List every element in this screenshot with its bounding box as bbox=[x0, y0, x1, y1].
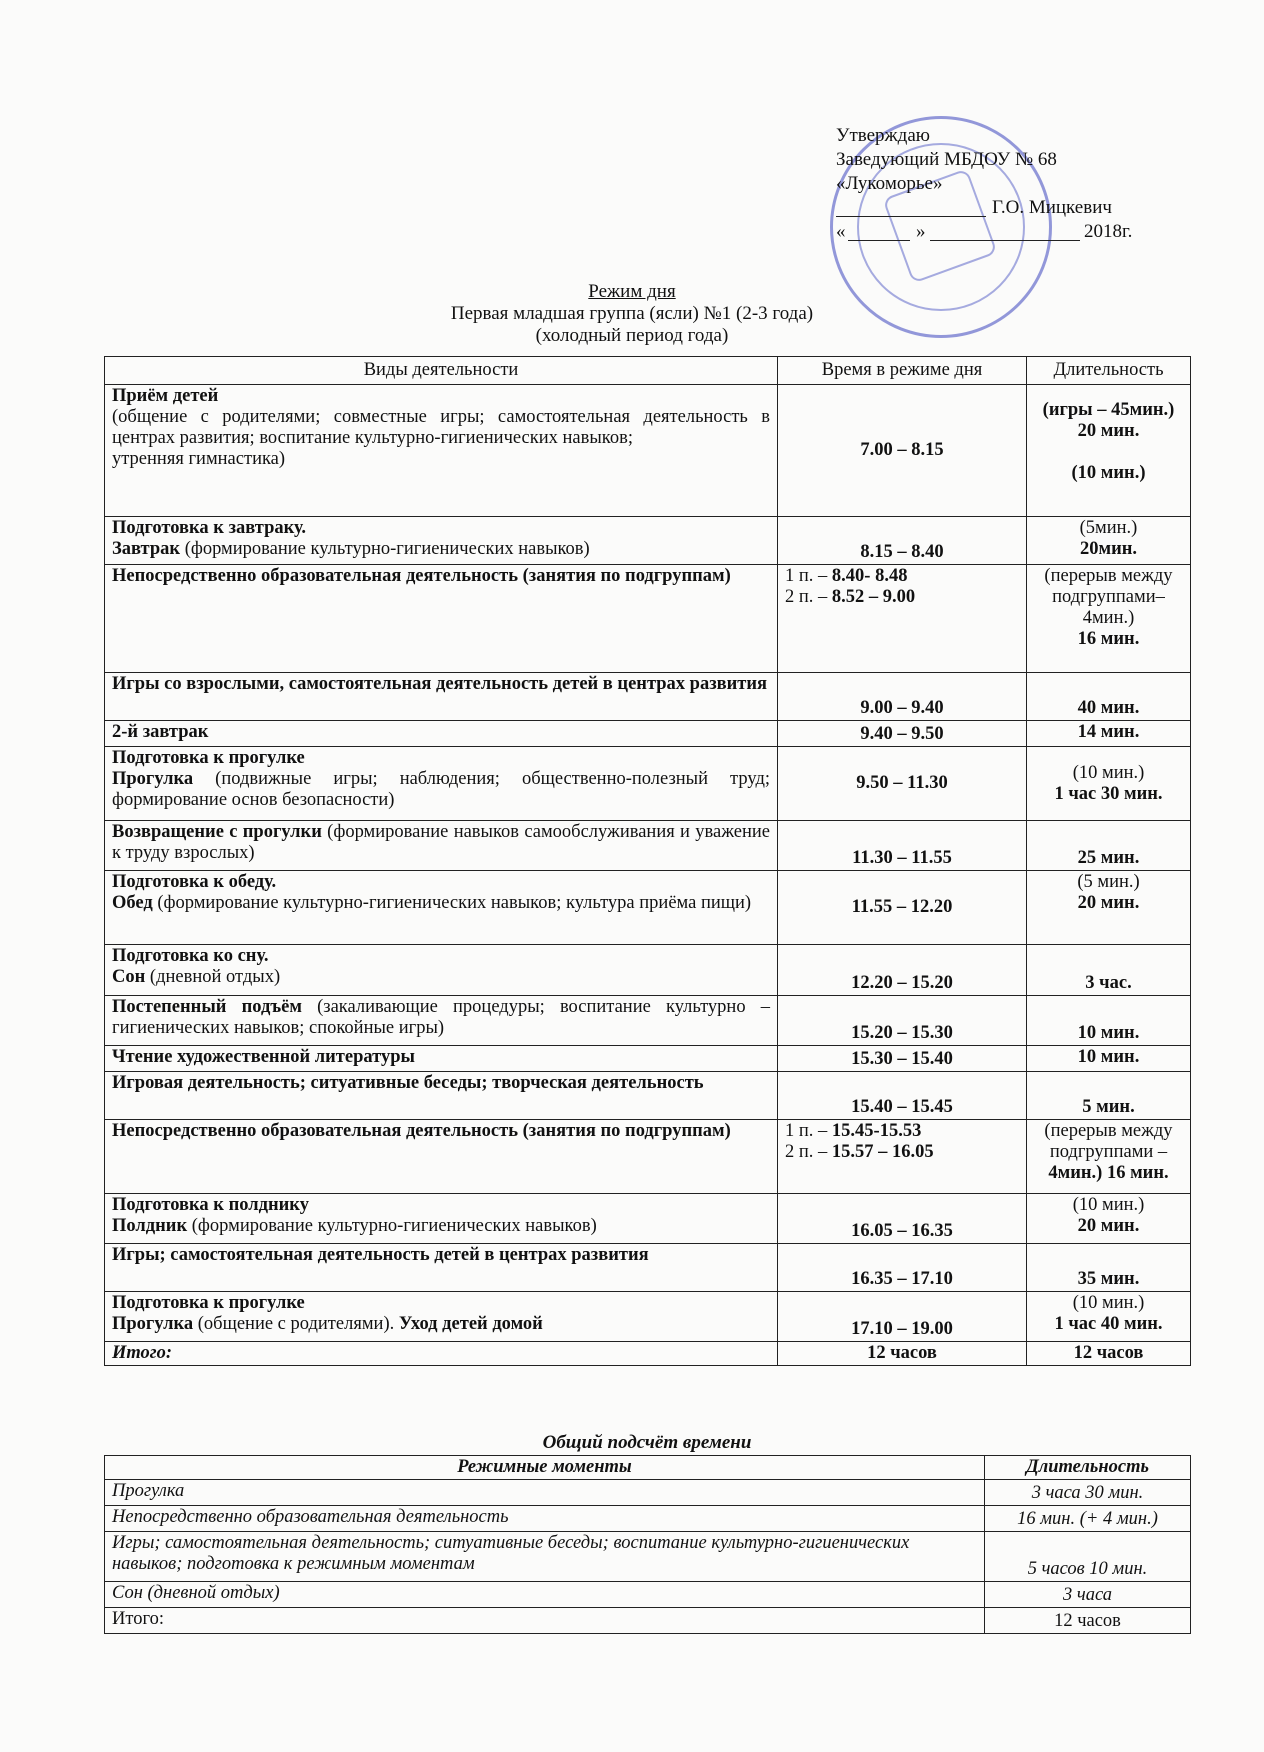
header-activity: Виды деятельности bbox=[105, 357, 778, 385]
table-row: 2-й завтрак 9.40 – 9.50 14 мин. bbox=[105, 721, 1191, 747]
duration-cell: (5 мин.) 20 мин. bbox=[1027, 871, 1191, 945]
date-close-quote: » bbox=[916, 221, 926, 242]
time-cell: 8.15 – 8.40 bbox=[778, 517, 1027, 565]
date-row bbox=[836, 220, 1146, 244]
time-cell: 7.00 – 8.15 bbox=[778, 385, 1027, 517]
header-time: Время в режиме дня bbox=[778, 357, 1027, 385]
table-row: Постепенный подъём (закаливающие процедуры; воспитание культурно – гигиенических навыков; спокойные игры) 15.20 – 15.30 10 мин. bbox=[105, 996, 1191, 1046]
approval-line-3: «Лукоморье» bbox=[836, 173, 943, 194]
time-cell: 1 п. – 8.40- 8.48 2 п. – 8.52 – 9.00 bbox=[778, 565, 1027, 673]
table-row: Подготовка к прогулке Прогулка (общение с родителями). Уход детей домой 17.10 – 19.00 (10 мин.) 1 час 40 мин. bbox=[105, 1292, 1191, 1342]
total-label: Итого: bbox=[105, 1342, 778, 1366]
group-title: Первая младшая группа (ясли) №1 (2-3 года) bbox=[450, 303, 814, 324]
summary-header-duration: Длительность bbox=[985, 1456, 1191, 1480]
table-row bbox=[105, 385, 1191, 517]
approval-line-2: Заведующий МБДОУ № 68 bbox=[836, 149, 1057, 170]
duration-cell: 5 мин. bbox=[1027, 1072, 1191, 1120]
summary-table bbox=[104, 1455, 1191, 1634]
total-duration: 12 часов bbox=[1027, 1342, 1191, 1366]
time-cell: 16.05 – 16.35 bbox=[778, 1194, 1027, 1244]
time-cell: 15.30 – 15.40 bbox=[778, 1046, 1027, 1072]
signature-row bbox=[836, 196, 1146, 220]
table-row: Подготовка к завтраку. Завтрак (формирование культурно-гигиенических навыков) 8.15 – 8.40 (5мин.) 20мин. bbox=[105, 517, 1191, 565]
time-cell: 1 п. – 15.45-15.53 2 п. – 15.57 – 16.05 bbox=[778, 1120, 1027, 1194]
time-cell: 15.20 – 15.30 bbox=[778, 996, 1027, 1046]
activity-title: Приём детей bbox=[112, 386, 219, 406]
time-cell: 9.50 – 11.30 bbox=[778, 747, 1027, 821]
director-name: Г.О. Мицкевич bbox=[992, 197, 1112, 218]
summary-total-row: Итого: 12 часов bbox=[105, 1608, 1191, 1634]
duration-cell: 3 час. bbox=[1027, 945, 1191, 996]
table-row: Игровая деятельность; ситуативные беседы; творческая деятельность 15.40 – 15.45 5 мин. bbox=[105, 1072, 1191, 1120]
duration-cell: (10 мин.) 1 час 40 мин. bbox=[1027, 1292, 1191, 1342]
table-row: Подготовка к полднику Полдник (формирование культурно-гигиенических навыков) 16.05 – 16.35 (10 мин.) 20 мин. bbox=[105, 1194, 1191, 1244]
duration-cell: (5мин.) 20мин. bbox=[1027, 517, 1191, 565]
duration-cell: 25 мин. bbox=[1027, 821, 1191, 871]
duration-cell: 10 мин. bbox=[1027, 996, 1191, 1046]
duration-cell: 40 мин. bbox=[1027, 673, 1191, 721]
duration-cell: (перерыв между подгруппами – 4мин.) 16 мин. bbox=[1027, 1120, 1191, 1194]
table-header-row bbox=[105, 357, 1191, 385]
schedule-table bbox=[104, 356, 1191, 1366]
duration-cell: 35 мин. bbox=[1027, 1244, 1191, 1292]
table-row: Игры; самостоятельная деятельность детей в центрах развития 16.35 – 17.10 35 мин. bbox=[105, 1244, 1191, 1292]
total-row bbox=[105, 1342, 1191, 1366]
header-duration: Длительность bbox=[1027, 357, 1191, 385]
approval-year: 2018г. bbox=[1084, 221, 1133, 242]
time-cell: 17.10 – 19.00 bbox=[778, 1292, 1027, 1342]
time-cell: 9.00 – 9.40 bbox=[778, 673, 1027, 721]
activity-details-extra: утренняя гимнастика) bbox=[112, 449, 286, 469]
table-row: Непосредственно образовательная деятельность 16 мин. (+ 4 мин.) bbox=[105, 1506, 1191, 1532]
time-cell: 11.30 – 11.55 bbox=[778, 821, 1027, 871]
approval-line-1: Утверждаю bbox=[836, 125, 930, 146]
table-row: Чтение художественной литературы 15.30 – 15.40 10 мин. bbox=[105, 1046, 1191, 1072]
summary-header-row bbox=[105, 1456, 1191, 1480]
summary-title: Общий подсчёт времени bbox=[542, 1432, 752, 1453]
table-row: Сон (дневной отдых) 3 часа bbox=[105, 1582, 1191, 1608]
duration-cell: (перерыв между подгруппами–4мин.) 16 мин. bbox=[1027, 565, 1191, 673]
time-cell: 12.20 – 15.20 bbox=[778, 945, 1027, 996]
time-cell: 9.40 – 9.50 bbox=[778, 721, 1027, 747]
table-row: Игры со взрослыми, самостоятельная деятельность детей в центрах развития 9.00 – 9.40 40 мин. bbox=[105, 673, 1191, 721]
time-cell: 16.35 – 17.10 bbox=[778, 1244, 1027, 1292]
approval-block bbox=[836, 124, 1146, 244]
table-row: Прогулка 3 часа 30 мин. bbox=[105, 1480, 1191, 1506]
date-open-quote: « bbox=[836, 221, 846, 242]
duration-cell: (игры – 45мин.) 20 мин. (10 мин.) bbox=[1027, 385, 1191, 517]
duration-cell: 10 мин. bbox=[1027, 1046, 1191, 1072]
time-cell: 11.55 – 12.20 bbox=[778, 871, 1027, 945]
table-row: Игры; самостоятельная деятельность; ситуативные беседы; воспитание культурно-гигиенических навыков; подготовка к режимным моментам 5 часов 10 мин. bbox=[105, 1532, 1191, 1582]
summary-header-moments: Режимные моменты bbox=[105, 1456, 985, 1480]
total-time: 12 часов bbox=[778, 1342, 1027, 1366]
duration-cell: (10 мин.) 20 мин. bbox=[1027, 1194, 1191, 1244]
period-title: (холодный период года) bbox=[535, 325, 729, 346]
table-row: Подготовка ко сну. Сон (дневной отдых) 12.20 – 15.20 3 час. bbox=[105, 945, 1191, 996]
page-title: Режим дня bbox=[588, 281, 676, 302]
duration-cell: 14 мин. bbox=[1027, 721, 1191, 747]
table-row: Подготовка к обеду. Обед (формирование культурно-гигиенических навыков; культура приёма пищи) 11.55 – 12.20 (5 мин.) 20 мин. bbox=[105, 871, 1191, 945]
activity-details: (общение с родителями; совместные игры; самостоятельная деятельность в центрах развития; воспитание культурно-гигиенических навыков; bbox=[112, 407, 770, 448]
table-row: Непосредственно образовательная деятельность (занятия по подгруппам) 1 п. – 8.40- 8.48 2 п. – 8.52 – 9.00 (перерыв между подгруппами–4мин.) 16 мин. bbox=[105, 565, 1191, 673]
table-row: Подготовка к прогулке Прогулка (подвижные игры; наблюдения; общественно-полезный труд; формирование основ безопасности) 9.50 – 11.30 (10 мин.) 1 час 30 мин. bbox=[105, 747, 1191, 821]
duration-cell: (10 мин.) 1 час 30 мин. bbox=[1027, 747, 1191, 821]
table-row: Возвращение с прогулки (формирование навыков самообслуживания и уважение к труду взрослых) 11.30 – 11.55 25 мин. bbox=[105, 821, 1191, 871]
time-cell: 15.40 – 15.45 bbox=[778, 1072, 1027, 1120]
table-row: Непосредственно образовательная деятельность (занятия по подгруппам) 1 п. – 15.45-15.53 2 п. – 15.57 – 16.05 (перерыв между подгруппами – 4мин.) 16 мин. bbox=[105, 1120, 1191, 1194]
